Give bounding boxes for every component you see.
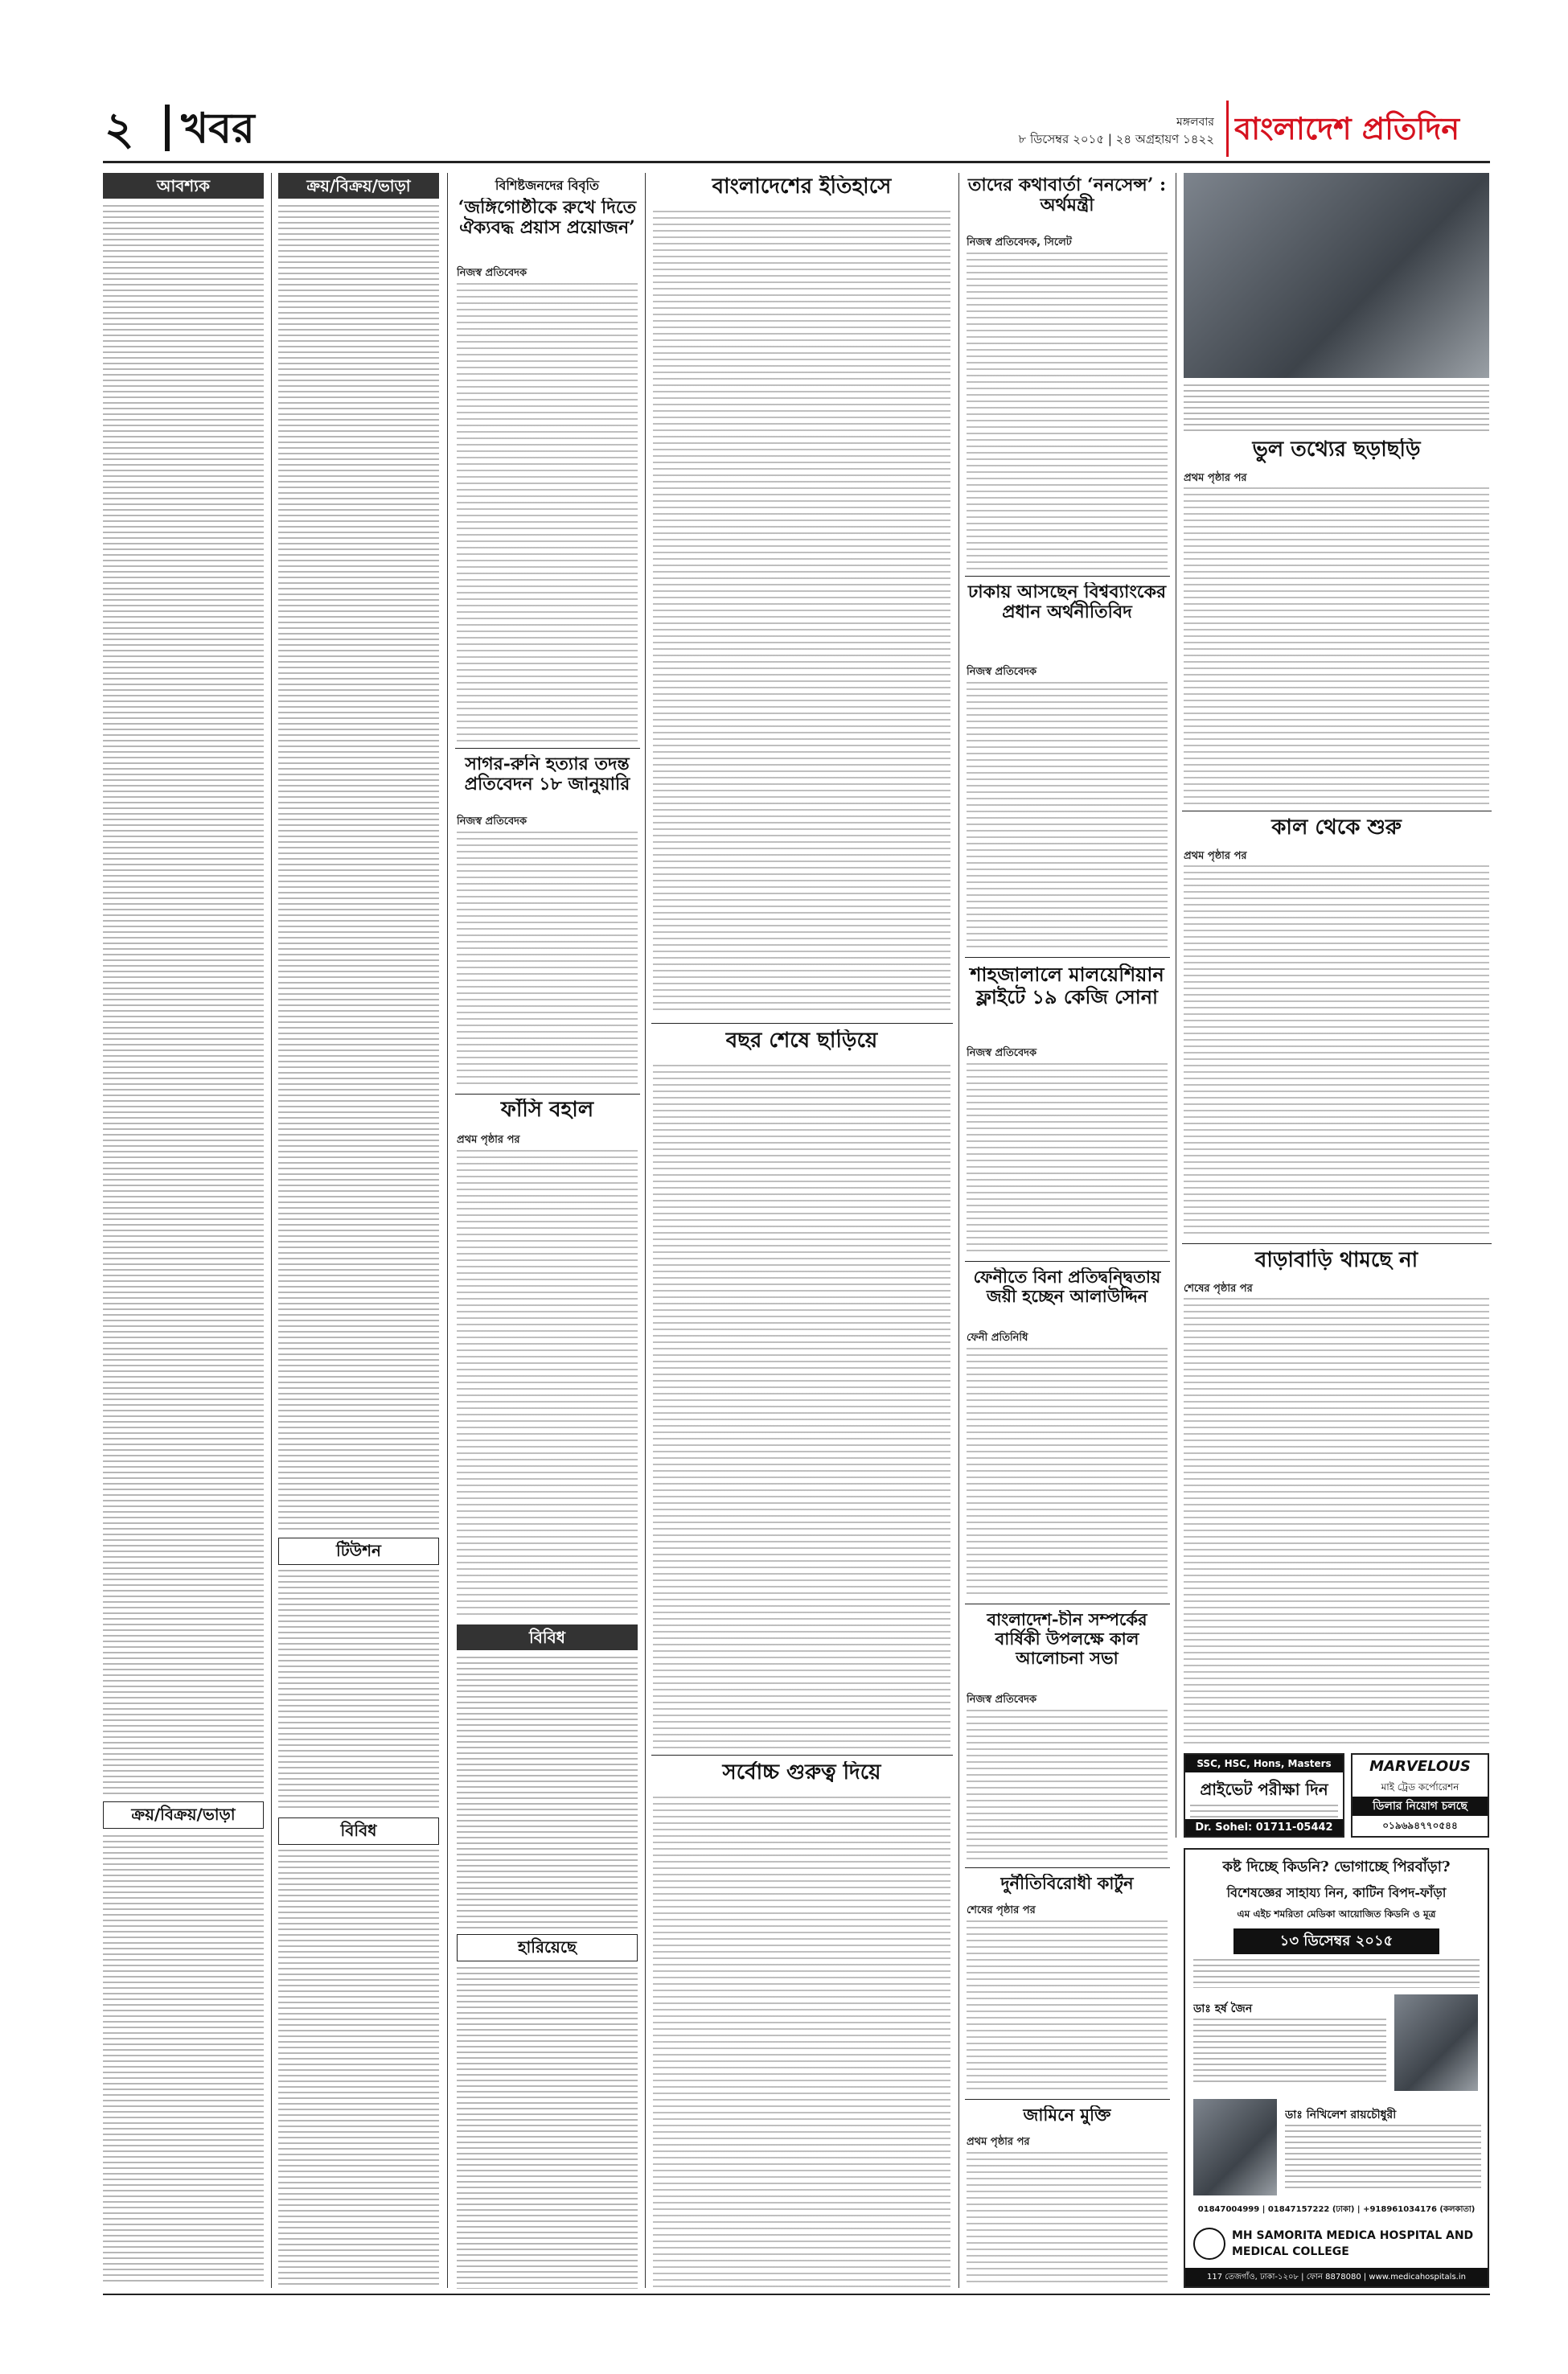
section-name: খবর [181,104,255,153]
story-rule [965,576,1170,577]
history-body [653,211,950,1015]
doctor2-photo [1193,2099,1277,2195]
kidney-ad-phones: 01847004999 | 01847157222 (ঢাকা) | +918961034176 (কলকাতা) [1197,2205,1476,2214]
exam-ad-contact: Dr. Sohel: 01711-05442 [1185,1819,1343,1836]
tuition-body [278,1570,439,1811]
marvelous-line: ডিলার নিয়োগ চলছে [1353,1797,1488,1816]
column-rule [645,173,646,2288]
nonsense-byline: নিজস্ব প্রতিবেদক, সিলেট [967,236,1072,248]
fashi-headline: ফাঁসি বহাল [500,1099,594,1122]
feni-body [967,1348,1168,1597]
story-rule [965,2099,1170,2100]
story-rule [965,957,1170,958]
page-number: ২ [105,102,134,155]
misc-body [278,1850,439,2288]
kidney-ad-camp: এম এইচ শমরিতা মেডিকা আয়োজিত কিডনি ও মূত্র [1237,1908,1436,1920]
column-rule [447,173,448,2288]
nonsense-headline: তাদের কথাবার্তা ‘ননসেন্স’ : অর্থমন্ত্রী [967,175,1167,216]
kidney-ad-subhead: বিশেষজ্ঞের সাহায্য নিন, কাটিন বিপদ-ফাঁড়া [1226,1885,1447,1900]
statement-headline: ‘জঙ্গিগোষ্ঠীকে রুখে দিতে ঐক্যবদ্ধ প্রয়াস প্রয়োজন’ [458,198,637,239]
anti-corruption-headline: দুর্নীতিবিরোধী কার্টুন [1000,1874,1134,1893]
doctor2-details [1285,2125,1481,2189]
barabari-byline: শেষের পৃষ্ঠার পর [1184,1283,1253,1295]
bd-china-headline: বাংলাদেশ-চীন সম্পর্কের বার্ষিকী উপলক্ষে কাল আলোচনা সভা [987,1610,1147,1669]
exam-ad-line1: SSC, HSC, Hons, Masters [1185,1755,1343,1772]
sagar-runi-headline: সাগর-রুনি হত্যার তদন্ত প্রতিবেদন ১৮ জানুয়ারি [464,754,630,795]
kal-theke-body [1184,865,1489,1237]
statement-kicker: বিশিষ্টজনদের বিবৃতি [495,178,600,193]
misinfo-body [1184,487,1489,805]
gold-body [967,1063,1168,1256]
story-rule [651,1023,953,1024]
exam-ad-title: প্রাইভেট পরীক্ষা দিন [1200,1780,1328,1799]
exam-ad[interactable] [1184,1753,1344,1838]
classified-column-1-lower [103,1835,264,2286]
doctor2-name: ডাঃ নিখিলেশ রায়চৌধুরী [1285,2109,1397,2121]
marvelous-sub: মাই ট্রেড কর্পোরেশন [1381,1781,1459,1793]
kidney-camp-ad[interactable] [1184,1848,1489,2288]
column-rule [958,173,959,2288]
bd-china-byline: নিজস্ব প্রতিবেদক [967,1694,1037,1706]
kidney-ad-details [1193,1959,1480,1988]
masthead-divider [165,105,170,151]
priority-headline: সর্বোচ্চ গুরুত্ব দিয়ে [722,1761,881,1785]
photo-caption [1184,384,1489,431]
classified-heading-1: আবশ্যক [103,173,264,199]
fashi-body [457,1150,638,1616]
masthead-rule [103,161,1490,163]
bd-china-body [967,1710,1168,1863]
hospital-name: MH SAMORITA MEDICA HOSPITAL AND MEDICAL COLLEGE [1232,2229,1474,2258]
story-rule [1182,1243,1492,1244]
page-bottom-rule [103,2294,1490,2295]
marvelous-logo: MARVELOUS [1369,1758,1471,1775]
story-rule [965,1867,1170,1868]
anti-corruption-byline: শেষের পৃষ্ঠার পর [967,1904,1036,1916]
hospital-logo-icon [1193,2228,1225,2260]
fashi-byline: প্রথম পৃষ্ঠার পর [457,1134,520,1146]
kidney-ad-headline: কষ্ট দিচ্ছে কিডনি? ভোগাচ্ছে পিরবাঁড়া? [1222,1859,1451,1875]
priority-body [653,1797,950,2287]
marvelous-ad[interactable] [1351,1753,1489,1838]
kidney-ad-date: ১৩ ডিসেম্বর ২০১৫ [1233,1928,1439,1954]
bail-byline: প্রথম পৃষ্ঠার পর [967,2136,1030,2148]
story-rule [455,748,640,749]
classified-heading-1b: ক্রয়/বিক্রয়/ভাড়া [103,1801,264,1829]
misc-notice-body [457,1657,638,1930]
meeting-photo [1184,173,1489,378]
barabari-body [1184,1298,1489,1744]
world-bank-body [967,682,1168,951]
marvelous-phone: ০১৯৬৯৪৭৭০৫৪৪ [1382,1820,1458,1831]
classified-heading-2: ক্রয়/বিক্রয়/ভাড়া [278,173,439,199]
misc-heading: বিবিধ [278,1817,439,1845]
doctor1-photo [1394,1994,1478,2091]
nonsense-body [967,253,1168,570]
year-end-body [653,1065,950,1748]
kal-theke-byline: প্রথম পৃষ্ঠার পর [1184,850,1247,862]
doctor1-details [1193,2019,1386,2083]
feni-headline: ফেনীতে বিনা প্রতিদ্বন্দ্বিতায় জয়ী হচ্ছেন আলাউদ্দিন [973,1267,1161,1307]
world-bank-headline: ঢাকায় আসছেন বিশ্বব্যাংকের প্রধান অর্থনীতিবিদ [967,582,1167,623]
gold-headline: শাহজালালে মালয়েশিয়ান ফ্লাইটে ১৯ কেজি সোনা [970,963,1164,1008]
classified-column-1-body [103,205,264,1797]
statement-body [457,283,638,741]
history-headline: বাংলাদেশের ইতিহাসে [712,175,892,199]
feni-byline: ফেনী প্রতিনিধি [967,1332,1028,1344]
issue-date: ৮ ডিসেম্বর ২০১৫ | ২৪ অগ্রহায়ণ ১৪২২ [1018,132,1214,146]
story-rule [455,1094,640,1095]
statement-byline: নিজস্ব প্রতিবেদক [457,267,527,279]
bail-body [967,2152,1168,2287]
missing-body [457,1967,638,2289]
missing-heading: হারিয়েছে [457,1934,638,1961]
classified-column-2-body [278,205,439,1532]
bail-headline: জামিনে মুক্তি [1023,2105,1111,2125]
issue-day: মঙ্গলবার [1176,116,1214,129]
column-rule [271,173,272,2288]
world-bank-byline: নিজস্ব প্রতিবেদক [967,666,1037,678]
sagar-runi-byline: নিজস্ব প্রতিবেদক [457,815,527,828]
hospital-footer: 117 তেজগাঁও, ঢাকা-১২০৮ | ফোন 8878080 | www.medicahospitals.in [1185,2268,1488,2286]
exam-ad-details [1190,1805,1338,1817]
misinfo-headline: ভুল তথ্যের ছড়াছড়ি [1252,438,1421,462]
doctor1-name: ডাঃ হর্ষ জৈন [1193,2002,1253,2015]
story-rule [965,1261,1170,1262]
masthead [0,0,1568,165]
sagar-runi-body [457,832,638,1089]
misc-notice-heading: বিবিধ [457,1624,638,1650]
barabari-headline: বাড়াবাড়ি থামছে না [1254,1249,1418,1272]
anti-corruption-body [967,1920,1168,2093]
story-rule [651,1755,953,1756]
tuition-heading: টিউশন [278,1538,439,1565]
kal-theke-headline: কাল থেকে শুরু [1271,816,1402,840]
misinfo-byline: প্রথম পৃষ্ঠার পর [1184,472,1247,484]
gold-byline: নিজস্ব প্রতিবেদক [967,1047,1037,1059]
year-end-headline: বছর শেষে ছাড়িয়ে [725,1029,878,1053]
brand-divider [1226,101,1229,157]
brand-logo: বাংলাদেশ প্রতিদিন [1234,110,1460,146]
